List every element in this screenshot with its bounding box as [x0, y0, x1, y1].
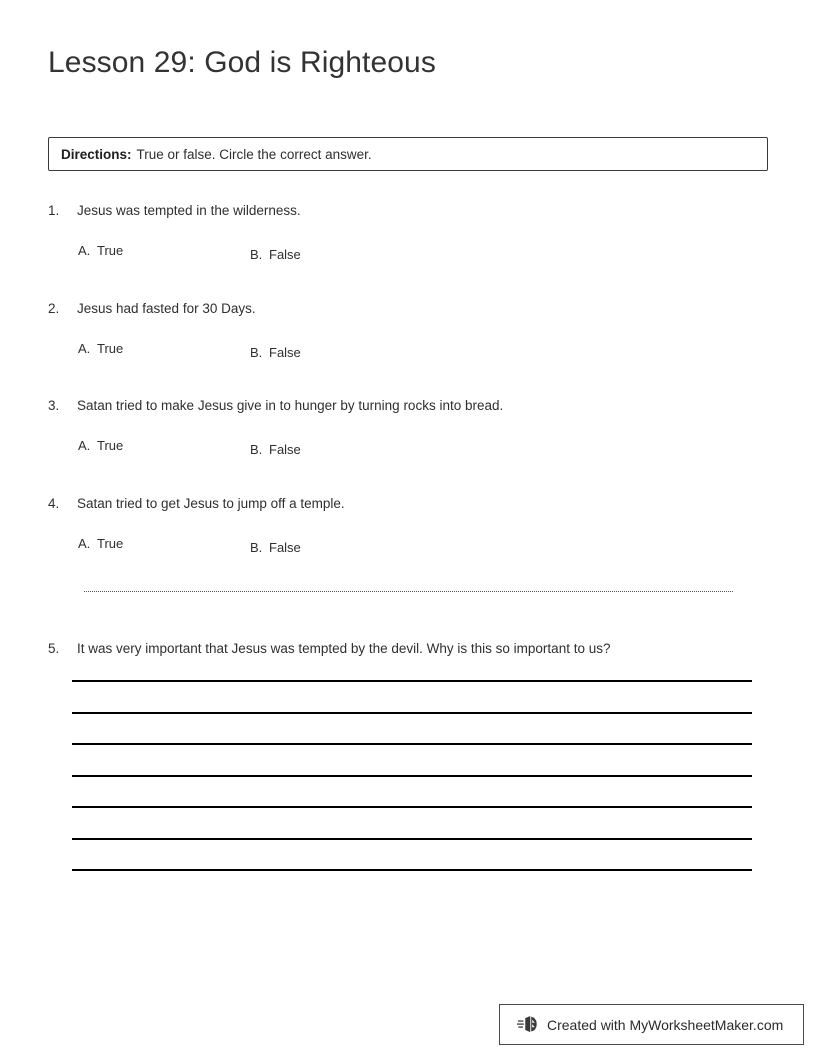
answer-line[interactable]: [72, 712, 752, 714]
option-a-label: True: [97, 243, 124, 258]
option-b-letter: B.: [250, 442, 263, 457]
answer-options-row: [0, 536, 816, 562]
question-number: 1.: [48, 203, 60, 218]
option-b-letter: B.: [250, 345, 263, 360]
question-text-row: [0, 398, 816, 420]
option-a-letter: A.: [78, 438, 91, 453]
option-a[interactable]: [78, 243, 123, 258]
option-a-letter: A.: [78, 536, 91, 551]
option-b[interactable]: [250, 442, 301, 457]
answer-line[interactable]: [72, 869, 752, 871]
question-item-3: [0, 398, 816, 464]
answer-line[interactable]: [72, 838, 752, 840]
question-text: Jesus was tempted in the wilderness.: [77, 203, 301, 218]
question-text: Satan tried to get Jesus to jump off a temple.: [77, 496, 345, 511]
question-item-2: [0, 301, 816, 367]
option-b[interactable]: [250, 345, 301, 360]
option-a[interactable]: [78, 438, 123, 453]
directions-text: True or false. Circle the correct answer.: [136, 146, 372, 162]
question-number: 5.: [48, 641, 60, 656]
footer-badge[interactable]: [499, 1004, 804, 1045]
option-b-label: False: [269, 540, 301, 555]
question-number: 2.: [48, 301, 60, 316]
answer-line[interactable]: [72, 806, 752, 808]
option-a-letter: A.: [78, 243, 91, 258]
answer-line[interactable]: [72, 680, 752, 682]
question-text-row: [0, 641, 816, 663]
answer-options-row: [0, 341, 816, 367]
option-b-label: False: [269, 247, 301, 262]
option-a[interactable]: [78, 341, 123, 356]
question-text: It was very important that Jesus was tempted by the devil. Why is this so important to us?: [77, 641, 611, 656]
question-item-1: [0, 203, 816, 269]
option-b-label: False: [269, 442, 301, 457]
question-text: Jesus had fasted for 30 Days.: [77, 301, 256, 316]
option-b-letter: B.: [250, 540, 263, 555]
option-b[interactable]: [250, 247, 301, 262]
option-b-label: False: [269, 345, 301, 360]
option-b[interactable]: [250, 540, 301, 555]
question-number: 4.: [48, 496, 60, 511]
question-item-5: [0, 641, 816, 663]
question-text-row: [0, 301, 816, 323]
option-a-label: True: [97, 536, 124, 551]
question-text-row: [0, 203, 816, 225]
directions-box: [48, 137, 768, 171]
section-separator: [84, 591, 733, 592]
option-a-letter: A.: [78, 341, 91, 356]
answer-options-row: [0, 438, 816, 464]
answer-options-row: [0, 243, 816, 269]
worksheet-maker-logo-icon: [517, 1014, 539, 1036]
directions-label: Directions:: [61, 146, 132, 162]
option-a[interactable]: [78, 536, 123, 551]
question-item-4: [0, 496, 816, 562]
question-text: Satan tried to make Jesus give in to hunger by turning rocks into bread.: [77, 398, 504, 413]
question-number: 3.: [48, 398, 60, 413]
footer-text: Created with MyWorksheetMaker.com: [547, 1016, 784, 1033]
option-a-label: True: [97, 438, 124, 453]
page-title: Lesson 29: God is Righteous: [48, 46, 436, 79]
question-text-row: [0, 496, 816, 518]
answer-line[interactable]: [72, 775, 752, 777]
option-a-label: True: [97, 341, 124, 356]
answer-writing-lines: [72, 680, 752, 901]
answer-line[interactable]: [72, 743, 752, 745]
option-b-letter: B.: [250, 247, 263, 262]
